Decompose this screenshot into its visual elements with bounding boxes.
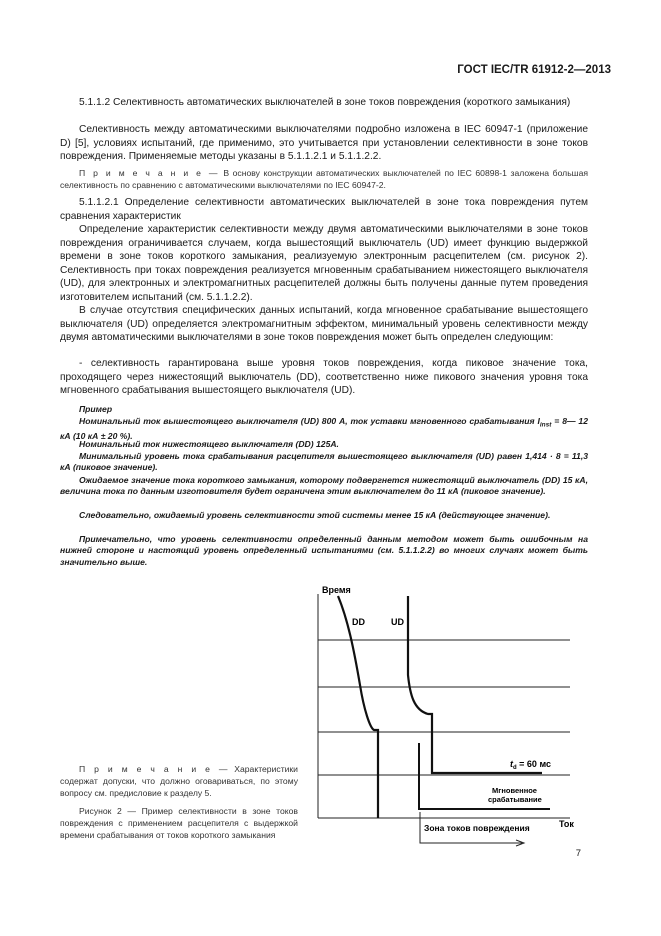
fault-zone-label: Зона токов повреждения [424, 823, 530, 833]
example-line-4: Ожидаемое значение тока короткого замыкания, которому подвергнется нижестоящий выключатель (DD) 15 кА, величина тока по данным изготовителя будет ограничена этим выключателем до 11 кА (пиковое значение). [60, 475, 588, 497]
example-line-5: Следовательно, ожидаемый уровень селективности этой системы менее 15 кА (действующее значение). [79, 510, 551, 520]
page-header: ГОСТ IEC/TR 61912-2—2013 [457, 64, 611, 76]
note-1 [60, 168, 588, 192]
note-2-lead: П р и м е ч а н и е — [79, 764, 230, 774]
example-title: Пример [79, 404, 113, 414]
paragraph-no-test-data: В случае отсутствия специфических данных испытаний, когда мгновенное срабатывание вышестоящего выключателя (UD) определяется электромагнитным эффектом, минимальный уровень селективности между двумя автоматическими выключателями в зоне токов повреждения может быть определен следующим: [60, 305, 588, 344]
example-line-3: Минимальный уровень тока срабатывания расцепителя вышестоящего выключателя (UD) равен 1,414 · 8 = 11,3 кА (пиковое значение). [60, 451, 588, 473]
example-line-1: Номинальный ток вышестоящего выключателя (UD) 800 А, ток уставки мгновенного срабатывания $I_{inst}$ = 8— 12 кА (10 кА ± 20 %). [60, 416, 588, 442]
ud-label: UD [391, 617, 404, 627]
td-label: $t_d = 60$ мс [510, 759, 551, 771]
chart-frame [318, 594, 570, 818]
note-2 [60, 764, 298, 799]
section-5-1-1-2: 5.1.1.2 Селективность автоматических выключателей в зоне токов повреждения (короткого замыкания) [79, 97, 571, 108]
section-5-1-1-2-1: 5.1.1.2.1 Определение селективности автоматических выключателей в зоне тока повреждения путем сравнения характеристик [60, 197, 588, 222]
example-line-2: Номинальный ток нижестоящего выключателя (DD) 125А. [79, 439, 339, 449]
ud-curve [408, 596, 542, 773]
dd-label: DD [352, 617, 365, 627]
x-axis-label: Ток [559, 819, 574, 829]
paragraph-selectivity-guarantee: - селективность гарантирована выше уровня токов повреждения, когда пиковое значение тока, проходящего через нижестоящий выключатель (DD), соответственно ниже пикового значения уровня тока мгновенного срабатывания вышестоящего выключателя (UD). [60, 358, 588, 397]
example-line-6: Примечательно, что уровень селективности определенный данным методом может быть ошибочным на нижней стороне и настоящий уровень определенный испытаниями (см. 5.1.1.2.2) во многих случаях может быть значительно выше. [60, 534, 588, 567]
figure-2-diagram [300, 580, 600, 860]
note-2-text: Характеристики содержат допуски, что должно оговариваться, по этому вопросу см. предисловие к разделу 5. [60, 764, 298, 798]
note-1-text: В основу конструкции автоматических выключателей по IEC 60898-1 заложена большая селективность по сравнению с автоматическими выключателями по IEC 60947-2. [60, 168, 589, 190]
instant-label-1: Мгновенное [492, 786, 537, 795]
instant-label-2: срабатывание [488, 795, 542, 804]
dd-curve [338, 596, 378, 818]
paragraph-characteristics: Определение характеристик селективности между двумя автоматическими выключателями в зоне токов повреждения ограничивается случаем, когда вышестоящий выключатель (UD) имеет функцию выдержкой времени в зоне токов короткого замыкания, реализуемую электронным расцепителем (см. рисунок 2). Селективность при токах повреждения реализуется мгновенным срабатыванием нижестоящего выключателя (UD), для электронных и электромагнитных расцепителей должны быть получены данные путем проведения изготовителем испытаний (см. 5.1.1.2.2). [60, 224, 588, 303]
y-axis-label: Время [322, 585, 351, 595]
note-1-lead: П р и м е ч а н и е — [79, 168, 220, 178]
paragraph-selectivity-intro: Селективность между автоматическими выключателями подробно изложена в IEC 60947-1 (приложение D) [5], условиях испытаний, где применимо, это учитывается при установлении селективности в зоне токов повреждения. Применяемые методы указаны в 5.1.1.2.1 и 5.1.1.2.2. [60, 124, 588, 163]
page-number: 7 [575, 848, 581, 859]
figure-caption: Рисунок 2 — Пример селективности в зоне токов повреждения с применением расцепителя с выдержкой времени срабатывания от токов короткого замыкания [60, 806, 298, 840]
